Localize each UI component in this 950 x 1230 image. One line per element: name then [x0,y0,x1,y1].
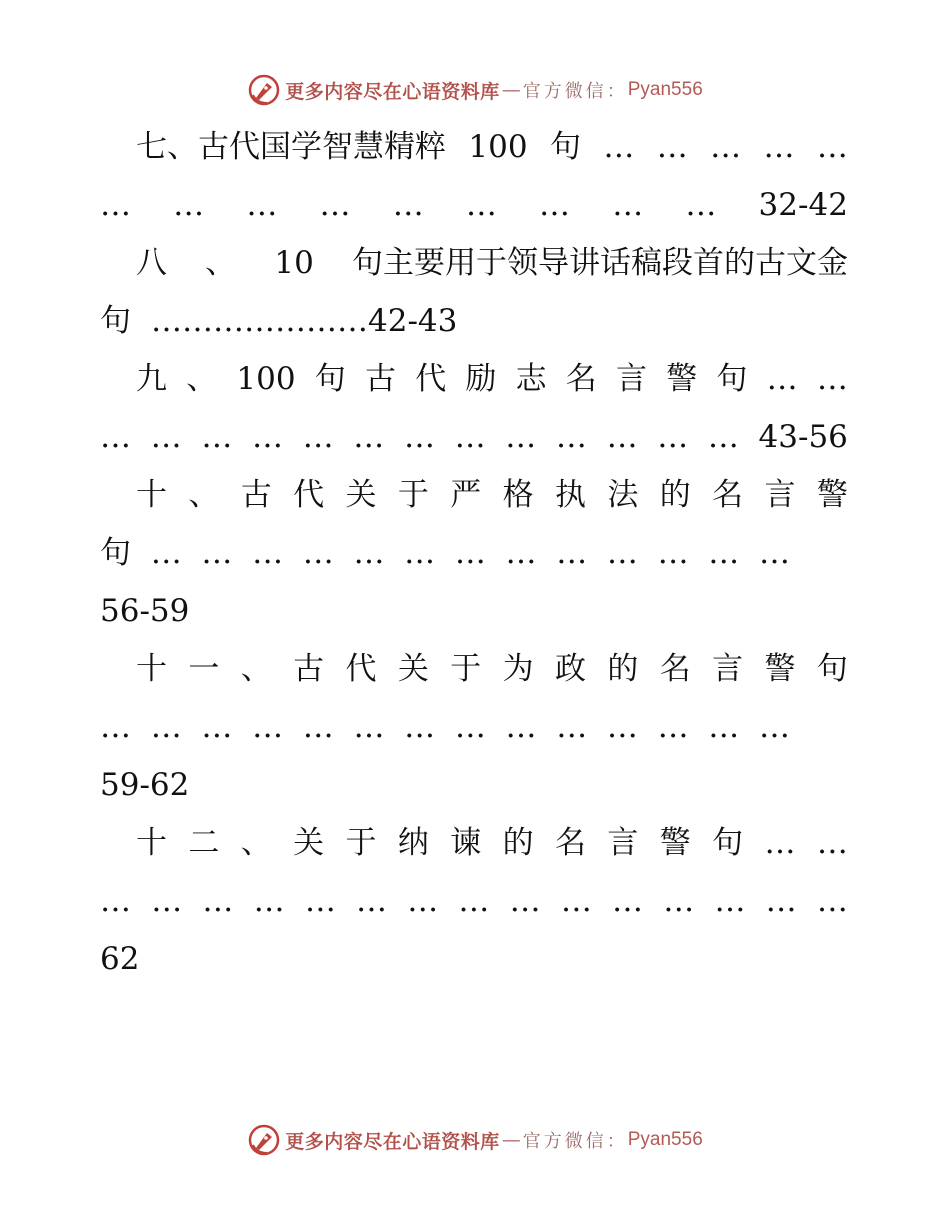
toc-token: 10 [274,245,314,281]
toc-token: … [302,419,334,455]
toc-token: … [765,883,797,919]
toc-token: … [708,709,740,745]
toc-token: 句 [549,129,581,165]
toc-token: 二 [188,825,220,861]
toc-line [100,466,848,524]
toc-token: … [505,535,537,571]
toc-token: … [505,419,537,455]
toc-token: … [657,419,689,455]
toc-token: 名 [712,477,744,513]
banner-brand-text: 更多内容尽在心语资料库 [285,1130,500,1153]
toc-token: 警 [666,361,698,397]
toc-token: 为 [502,651,534,687]
toc-token: 代 [345,651,377,687]
toc-token: … [201,709,233,745]
toc-line [100,640,848,698]
toc-token: 句 [100,303,131,339]
toc-token: 言 [764,477,796,513]
toc-token: … [353,535,385,571]
toc-token: 句 [314,361,346,397]
toc-entry [100,234,848,350]
toc-token: 古 [364,361,396,397]
toc-token: … [150,419,182,455]
table-of-contents [100,118,848,988]
toc-token: 代 [293,477,325,513]
toc-token: 言 [607,825,639,861]
toc-token: … [407,883,439,919]
banner-wechat-label: 官方微信： [522,81,628,102]
toc-token: … [606,535,638,571]
toc-token: 名 [555,825,586,861]
toc-token: … [763,129,795,165]
toc-token: 的 [659,477,691,513]
toc-token: … [202,883,234,919]
toc-token: … [612,883,644,919]
toc-token: … [454,709,486,745]
toc-token: … [356,883,388,919]
toc-token: 谏 [450,825,482,861]
toc-token: … [100,187,131,223]
toc-token: 纳 [397,825,429,861]
toc-token: 关 [397,651,429,687]
toc-token: 句 [716,361,748,397]
toc-token: … [816,825,848,861]
toc-token: … [253,883,285,919]
toc-token: 于 [345,825,377,861]
toc-token: 100 [236,361,296,397]
banner-separator: — [501,79,521,101]
toc-token: 励 [465,361,497,397]
toc-line [100,176,848,234]
toc-line [100,698,848,756]
toc-token: 名 [565,361,597,397]
toc-token: 十 [136,825,167,861]
toc-token: 56-59 [100,593,190,629]
toc-token: 警 [816,477,848,513]
toc-token: 句 [712,825,744,861]
toc-token: … [710,129,742,165]
toc-token: 句 [816,651,848,687]
toc-token: … [657,535,689,571]
toc-line [100,408,848,466]
toc-token: … [758,535,790,571]
toc-line [100,350,848,408]
toc-token: 古 [293,651,325,687]
banner-separator: — [501,1129,521,1151]
toc-token: … [100,709,131,745]
toc-token: … [556,709,588,745]
toc-token: 格 [502,477,534,513]
toc-token: 的 [607,651,639,687]
toc-token: … [404,709,436,745]
toc-token: … [150,535,182,571]
toc-token: … [302,535,334,571]
toc-token: … [201,535,233,571]
toc-line [100,872,848,930]
toc-line [100,118,848,176]
toc-token: 古 [240,477,272,513]
toc-entry [100,350,848,466]
toc-token: … [816,361,848,397]
toc-token: 八 [136,245,167,281]
toc-token: 名 [659,651,691,687]
toc-token: … [465,187,497,223]
toc-token: 志 [515,361,547,397]
toc-token: 、 [205,245,237,281]
toc-token: … [150,709,182,745]
toc-token: 政 [555,651,586,687]
toc-line [100,582,848,640]
toc-token: … [353,709,385,745]
toc-token: 十 [136,651,167,687]
toc-token: … [353,419,385,455]
toc-token: … [505,709,537,745]
toc-token: 、 [188,477,220,513]
toc-token: 法 [607,477,639,513]
toc-token: 的 [502,825,534,861]
toc-token: … [685,187,717,223]
toc-token: 62 [100,941,140,977]
toc-token: 关 [345,477,377,513]
toc-token: …………………42-43 [151,303,458,339]
toc-token: … [509,883,541,919]
toc-token: 警 [659,825,691,861]
toc-token: … [612,187,644,223]
toc-line [100,234,848,292]
toc-token: 一 [188,651,220,687]
toc-token: … [252,709,284,745]
toc-token: … [714,883,746,919]
toc-token: … [606,419,638,455]
pen-nib-logo-icon [247,1123,281,1157]
toc-entry [100,118,848,234]
toc-token: 100 [468,129,528,165]
toc-token: 警 [764,651,796,687]
toc-token: … [606,709,638,745]
toc-token: … [555,419,587,455]
toc-token: … [560,883,592,919]
toc-token: 于 [450,651,482,687]
toc-token: … [454,535,486,571]
toc-token: 句主要用于领导讲话稿段首的古文金 [351,245,848,281]
toc-entry [100,814,848,988]
footer-banner [0,1120,950,1160]
toc-line [100,814,848,872]
toc-entry [100,466,848,640]
toc-line [100,756,848,814]
toc-token: 十 [136,477,167,513]
toc-token: … [403,419,435,455]
toc-token: … [100,419,131,455]
toc-token: … [201,419,233,455]
toc-token: … [173,187,205,223]
toc-token: … [100,883,131,919]
toc-token: 言 [712,651,744,687]
toc-token: … [663,883,695,919]
toc-token: … [816,129,848,165]
toc-token: 、 [240,825,272,861]
toc-token: 七、古代国学智慧精粹 [136,129,446,165]
toc-token: … [151,883,183,919]
toc-token: … [302,709,334,745]
toc-token: 严 [450,477,482,513]
toc-token: … [764,825,796,861]
toc-token: … [603,129,635,165]
toc-token: … [766,361,798,397]
toc-line [100,524,848,582]
toc-token: … [252,535,284,571]
toc-token: 于 [397,477,429,513]
toc-token: 、 [186,361,218,397]
toc-token: … [656,129,688,165]
banner-wechat-id: Pyan556 [627,1129,703,1150]
banner-wechat-id: Pyan556 [627,79,703,100]
toc-token: … [304,883,336,919]
toc-line [100,930,848,988]
toc-token: 九 [136,361,167,397]
toc-token: 言 [616,361,647,397]
toc-token: … [758,709,790,745]
pen-nib-logo-icon [247,73,281,107]
toc-token: … [251,419,283,455]
toc-entry [100,640,848,814]
toc-token: … [454,419,486,455]
toc-token: … [657,709,689,745]
toc-token: … [319,187,351,223]
toc-token: … [708,535,740,571]
banner-wechat-label: 官方微信： [522,1131,628,1152]
banner-brand-text: 更多内容尽在心语资料库 [285,80,500,103]
toc-token: 代 [415,361,447,397]
toc-token: 句 [100,535,131,571]
toc-token: 执 [555,477,586,513]
header-banner [0,70,950,110]
toc-token: … [539,187,571,223]
toc-token: … [556,535,588,571]
toc-token: 32-42 [758,187,848,223]
toc-token: … [816,883,848,919]
toc-token: 43-56 [758,419,848,455]
toc-token: 关 [293,825,325,861]
toc-token: 、 [240,651,272,687]
toc-token: … [707,419,739,455]
toc-token: 59-62 [100,767,190,803]
toc-token: … [458,883,490,919]
toc-token: … [246,187,278,223]
toc-token: … [392,187,424,223]
toc-line [100,292,848,350]
toc-token: … [404,535,436,571]
